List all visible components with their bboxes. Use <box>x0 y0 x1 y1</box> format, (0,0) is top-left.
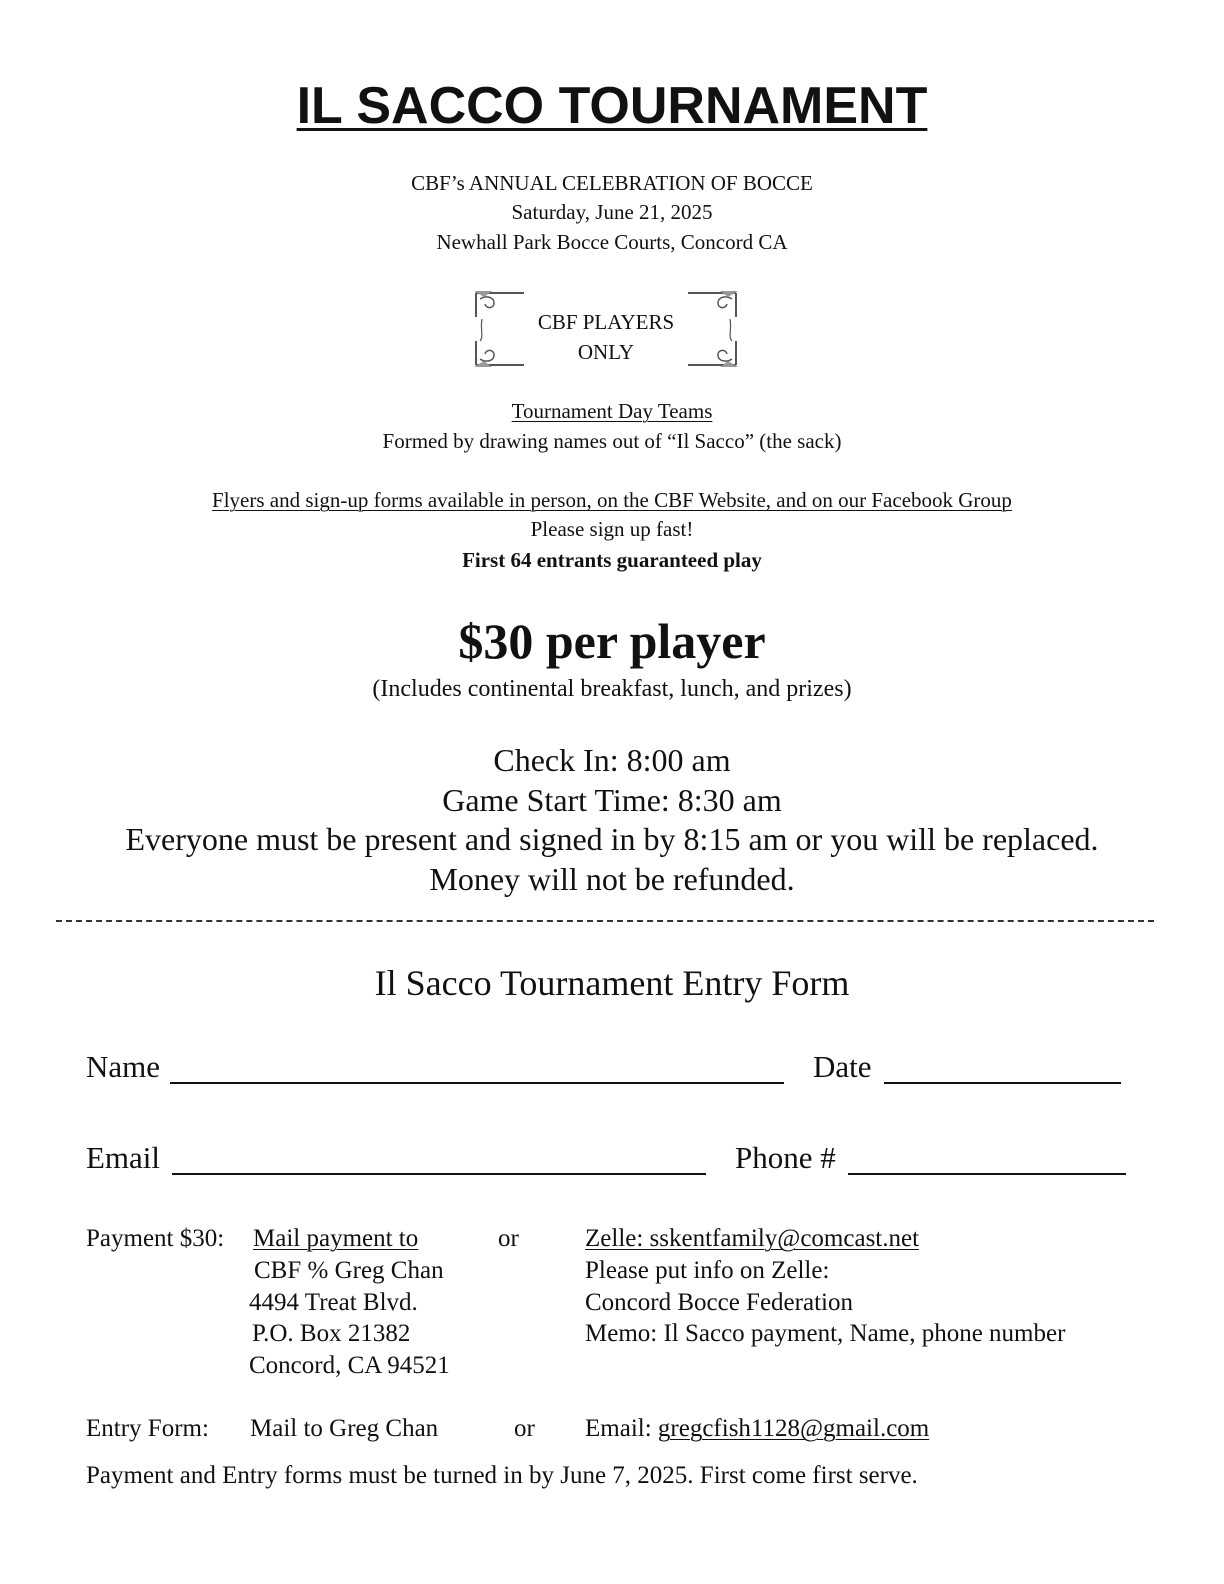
email-field[interactable] <box>172 1173 706 1175</box>
payment-or: or <box>498 1225 519 1252</box>
name-field[interactable] <box>170 1082 784 1084</box>
mail-line: Concord, CA 94521 <box>249 1352 450 1379</box>
teams-description: Formed by drawing names out of “Il Sacco” (the sack) <box>382 429 842 453</box>
signin-warning: Everyone must be present and signed in by 8:15 am or you will be replaced. <box>125 821 1099 857</box>
entry-email-prefix: Email: <box>585 1415 652 1442</box>
flyers-note: Flyers and sign-up forms available in person, on the CBF Website, and on our Facebook Group <box>212 488 1012 512</box>
entry-form-label: Entry Form: <box>86 1415 209 1442</box>
guarantee-note: First 64 entrants guaranteed play <box>462 548 762 572</box>
refund-note: Money will not be refunded. <box>429 861 795 897</box>
checkin-time: Check In: 8:00 am <box>493 742 731 778</box>
event-location: Newhall Park Bocce Courts, Concord CA <box>436 230 788 254</box>
mail-line: 4494 Treat Blvd. <box>249 1289 418 1316</box>
entry-mail: Mail to Greg Chan <box>250 1415 439 1442</box>
mail-line: CBF % Greg Chan <box>254 1257 444 1284</box>
cut-line-divider <box>56 920 1154 922</box>
page-title: IL SACCO TOURNAMENT <box>296 77 928 135</box>
teams-heading: Tournament Day Teams <box>511 399 713 423</box>
entry-form-title: Il Sacco Tournament Entry Form <box>374 963 850 1003</box>
date-field[interactable] <box>884 1082 1121 1084</box>
date-label: Date <box>813 1049 872 1084</box>
mail-line: P.O. Box 21382 <box>252 1320 411 1347</box>
price-includes: (Includes continental breakfast, lunch, and prizes) <box>372 676 852 702</box>
game-start-time: Game Start Time: 8:30 am <box>442 782 782 818</box>
zelle-heading: Zelle: sskentfamily@comcast.net <box>585 1225 920 1252</box>
badge-line-1: CBF PLAYERS <box>537 310 675 334</box>
price-heading: $30 per player <box>458 613 766 669</box>
signup-hurry: Please sign up fast! <box>530 517 694 541</box>
phone-field[interactable] <box>848 1173 1126 1175</box>
name-label: Name <box>86 1049 161 1084</box>
zelle-line: Please put info on Zelle: <box>585 1257 830 1284</box>
entry-or: or <box>514 1415 535 1442</box>
players-only-badge <box>472 289 740 369</box>
event-date: Saturday, June 21, 2025 <box>511 200 713 224</box>
payment-label: Payment $30: <box>86 1225 225 1252</box>
entry-email-link[interactable]: gregcfish1128@gmail.com <box>657 1415 930 1442</box>
zelle-line: Memo: Il Sacco payment, Name, phone number <box>585 1320 1066 1347</box>
event-subtitle: CBF’s ANNUAL CELEBRATION OF BOCCE <box>411 171 813 195</box>
zelle-line: Concord Bocce Federation <box>585 1289 853 1316</box>
phone-label: Phone # <box>735 1140 836 1175</box>
deadline-note: Payment and Entry forms must be turned in by June 7, 2025. First come first serve. <box>86 1462 918 1489</box>
email-label: Email <box>86 1140 161 1175</box>
badge-line-2: ONLY <box>577 340 635 364</box>
mail-payment-heading: Mail payment to <box>253 1225 419 1252</box>
